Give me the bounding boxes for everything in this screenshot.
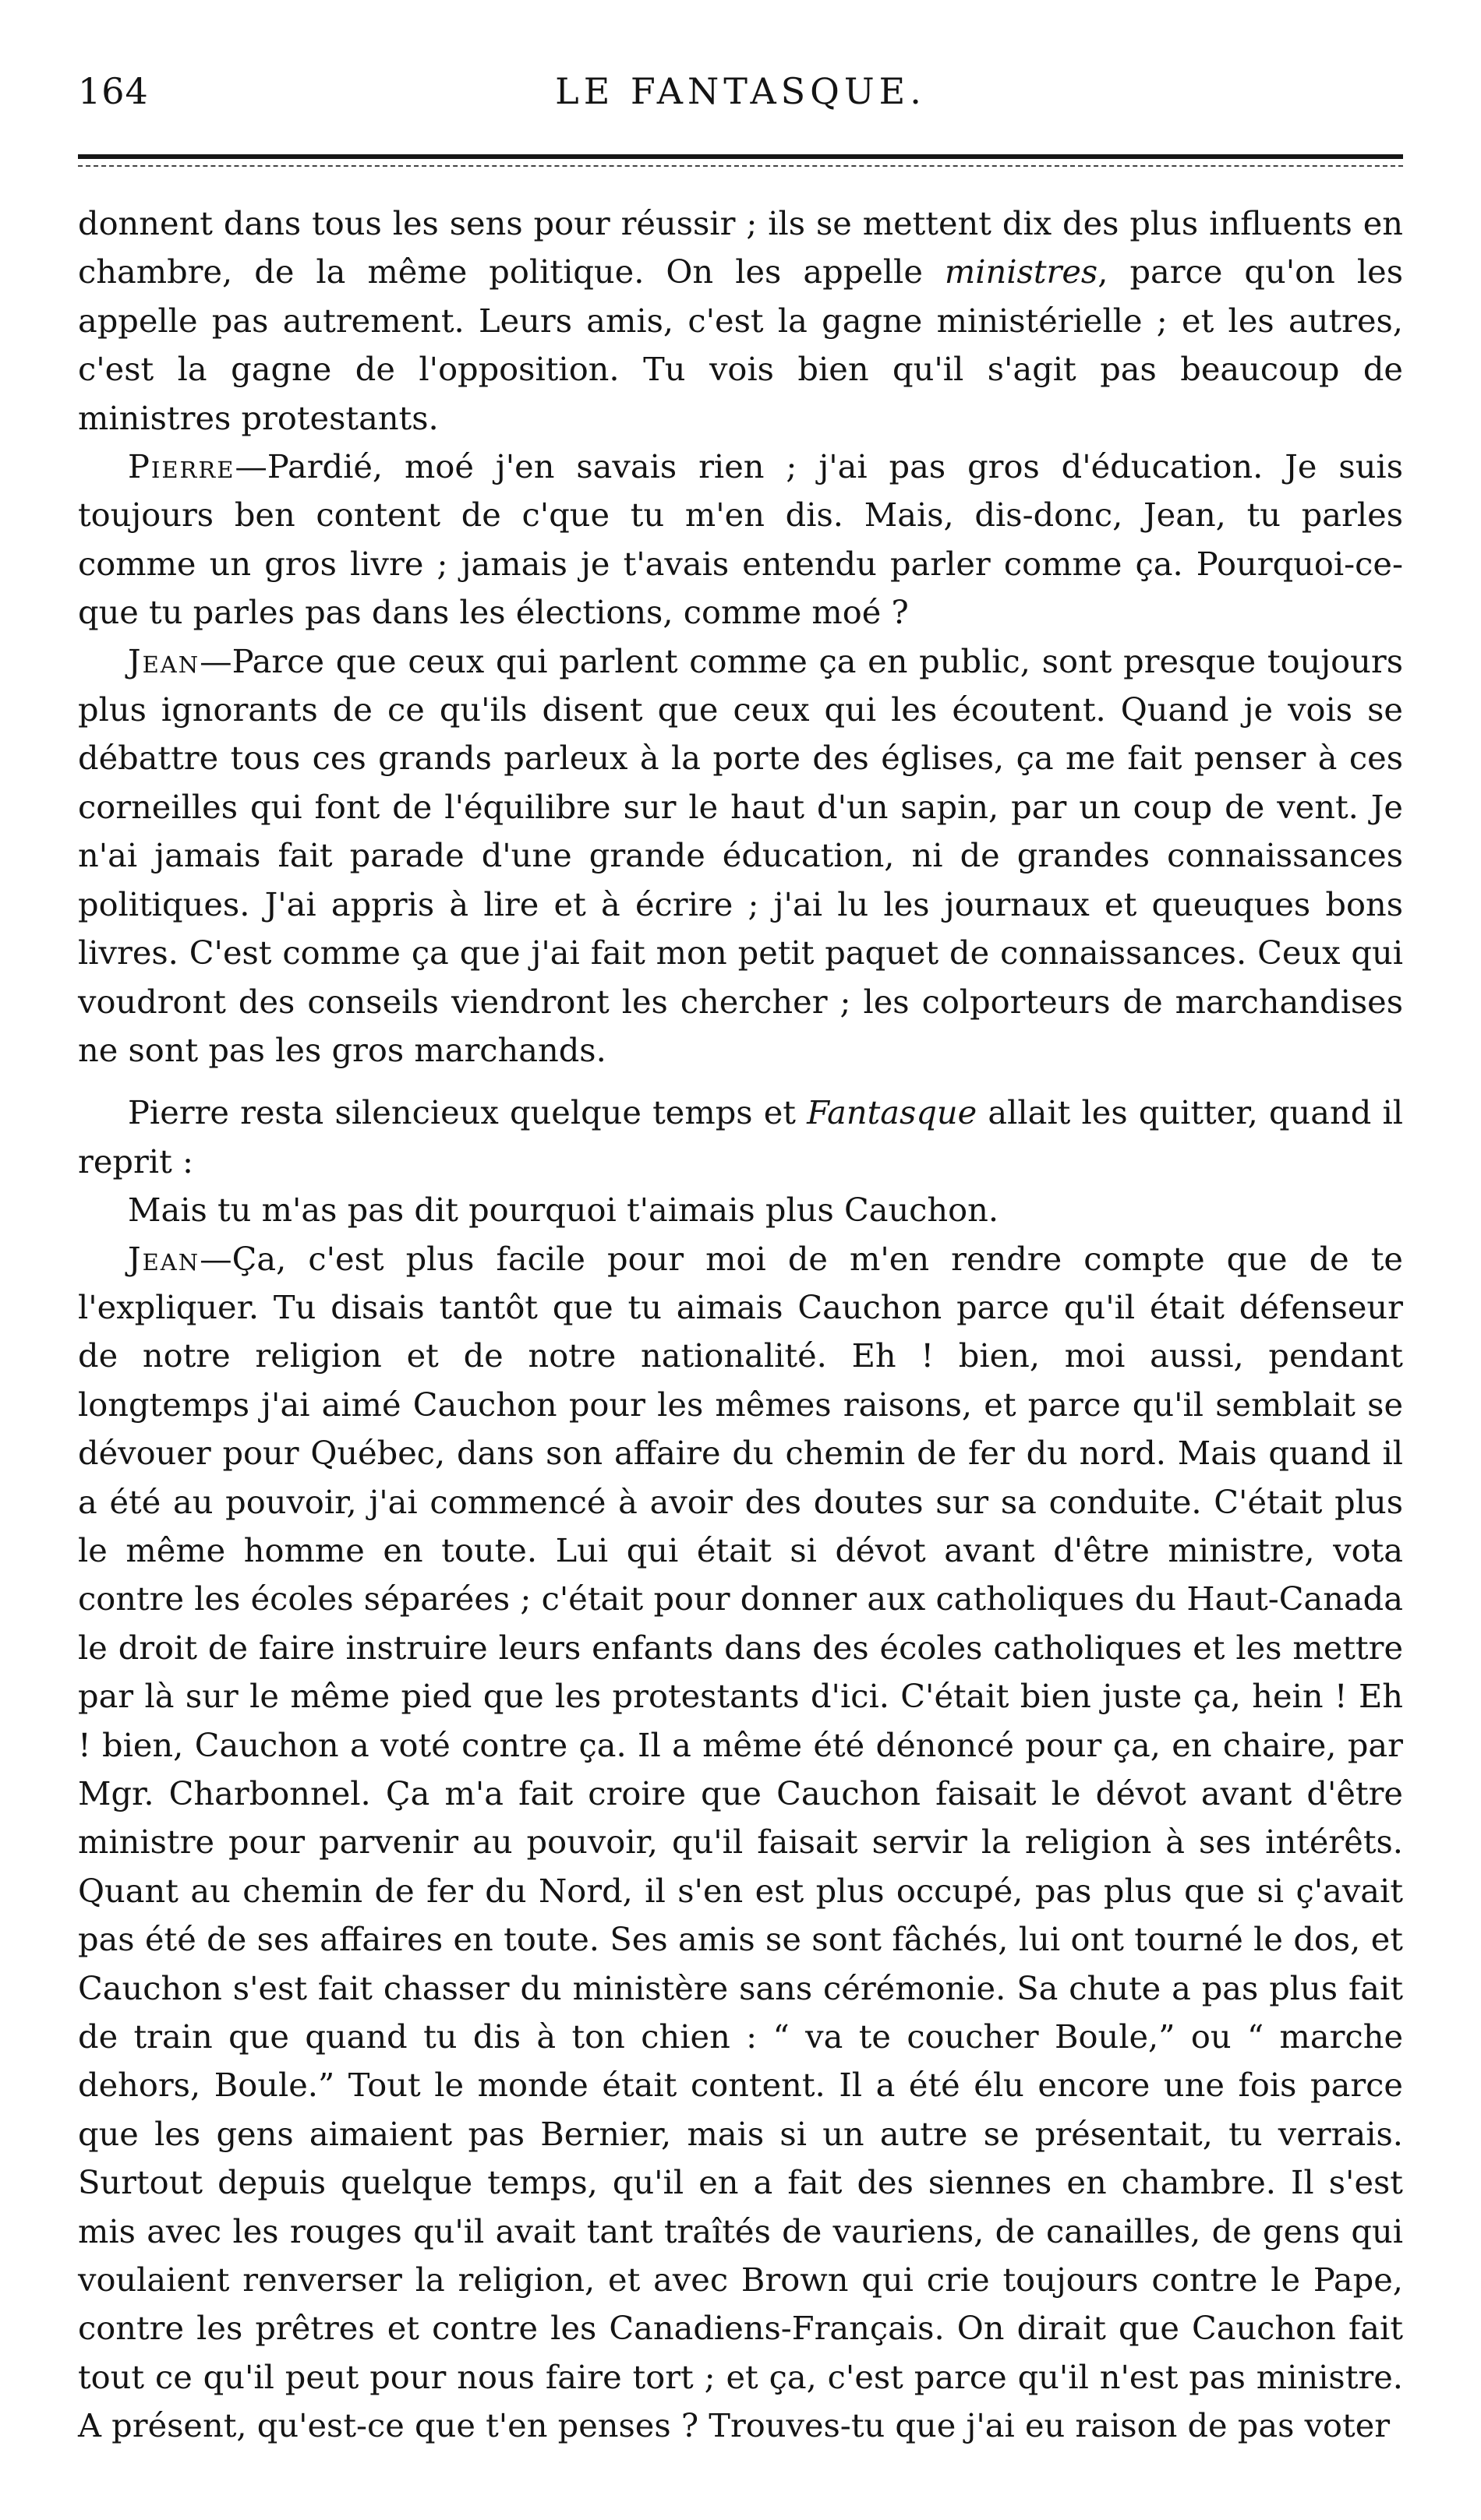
journal-title: LE FANTASQUE. [555, 70, 926, 112]
paragraph [78, 1089, 1403, 1186]
text-segment: —Pardié, moé j'en savais rien ; j'ai pas gros d'éducation. Je suis toujours ben content de c'que tu m'en dis. Mais, dis-donc, Jean, tu parles comme un gros livre ; jamais je t'avais entendu parler comme ça. Pourquoi-ce-que tu parles pas dans les élections, comme moé ? [78, 447, 1403, 632]
paragraph [78, 637, 1403, 1075]
text-segment: donnent dans tous les sens pour réussir ; ils se mettent dix des plus influents en chambre, de la même politique. On les appelle [78, 204, 1403, 291]
paragraph [78, 199, 1403, 443]
page-number: 164 [78, 70, 149, 112]
body-text [78, 199, 1403, 2451]
header-rule-thin [78, 165, 1403, 167]
speaker-name: Jean [128, 1239, 200, 1278]
running-head [78, 55, 1403, 117]
text-segment: —Parce que ceux qui parlent comme ça en public, sont presque toujours plus ignorants de ce qu'ils disent que ceux qui les écoutent. Quand je vois se débattre tous ces grands parleux à la porte des églises, ça me fait penser à ces corneilles qui font de l'équilibre sur le haut d'un sapin, par un coup de vent. Je n'ai jamais fait parade d'une grande éducation, ni de grandes connaissances politiques. J'ai appris à lire et à écrire ; j'ai lu les journaux et queuques bons livres. C'est comme ça que j'ai fait mon petit paquet de connaissances. Ceux qui voudront des conseils viendront les chercher ; les colporteurs de marchandises ne sont pas les gros marchands. [78, 641, 1403, 1069]
text-segment: , parce qu'on les appelle pas autrement. Leurs amis, c'est la gagne ministérielle ; et les autres, c'est la gagne de l'opposition. Tu vois bien qu'il s'agit pas beaucoup de ministres protestants. [78, 252, 1403, 437]
paragraph [78, 443, 1403, 637]
italic-text: ministres [944, 252, 1098, 291]
paragraph [78, 1235, 1403, 2451]
text-segment: Mais tu m'as pas dit pourquoi t'aimais plus Cauchon. [128, 1191, 999, 1230]
italic-text: Fantasque [807, 1093, 977, 1132]
header-rule-thick [78, 154, 1403, 159]
paragraph [78, 1186, 1403, 1234]
text-segment: Pierre resta silencieux quelque temps et [128, 1093, 808, 1132]
page [78, 55, 1403, 2486]
text-segment: allait les quitter, quand il reprit : [78, 1093, 1403, 1181]
text-segment: —Ça, c'est plus facile pour moi de m'en rendre compte que de te l'expliquer. Tu disais tantôt que tu aimais Cauchon parce qu'il était défenseur de notre religion et de notre nationalité. Eh ! bien, moi aussi, pendant longtemps j'ai aimé Cauchon pour les mêmes raisons, et parce qu'il semblait se dévouer pour Québec, dans son affaire du chemin de fer du nord. Mais quand il a été au pouvoir, j'ai commencé à avoir des doutes sur sa conduite. C'était plus le même homme en toute. Lui qui était si dévot avant d'être ministre, vota contre les écoles séparées ; c'était pour donner aux catholiques du Haut-Canada le droit de faire instruire leurs enfants dans des écoles catholiques et les mettre par là sur le même pied que les protestants d'ici. C'était bien juste ça, hein ! Eh ! bien, Cauchon a voté contre ça. Il a même été dénoncé pour ça, en chaire, par Mgr. Charbonnel. Ça m'a fait croire que Cauchon faisait le dévot avant d'être ministre pour parvenir au pouvoir, qu'il faisait servir la religion à ses intérêts. Quant au chemin de fer du Nord, il s'en est plus occupé, pas plus que si ç'avait pas été de ses affaires en toute. Ses amis se sont fâchés, lui ont tourné le dos, et Cauchon s'est fait chasser du ministère sans cérémonie. Sa chute a pas plus fait de train que quand tu dis à ton chien : “ va te coucher Boule,” ou “ marche dehors, Boule.” Tout le monde était content. Il a été élu encore une fois parce que les gens aimaient pas Bernier, mais si un autre se présentait, tu verrais. Surtout depuis quelque temps, qu'il en a fait des siennes en chambre. Il s'est mis avec les rouges qu'il avait tant traîtés de vauriens, de canailles, de gens qui voulaient renverser la religion, et avec Brown qui crie toujours contre le Pape, contre les prêtres et contre les Canadiens-Français. On dirait que Cauchon fait tout ce qu'il peut pour nous faire tort ; et ça, c'est parce qu'il n'est pas ministre. A présent, qu'est-ce que t'en penses ? Trouves-tu que j'ai eu raison de pas voter [78, 1239, 1403, 2445]
speaker-name: Pierre [128, 447, 235, 486]
speaker-name: Jean [128, 641, 200, 680]
